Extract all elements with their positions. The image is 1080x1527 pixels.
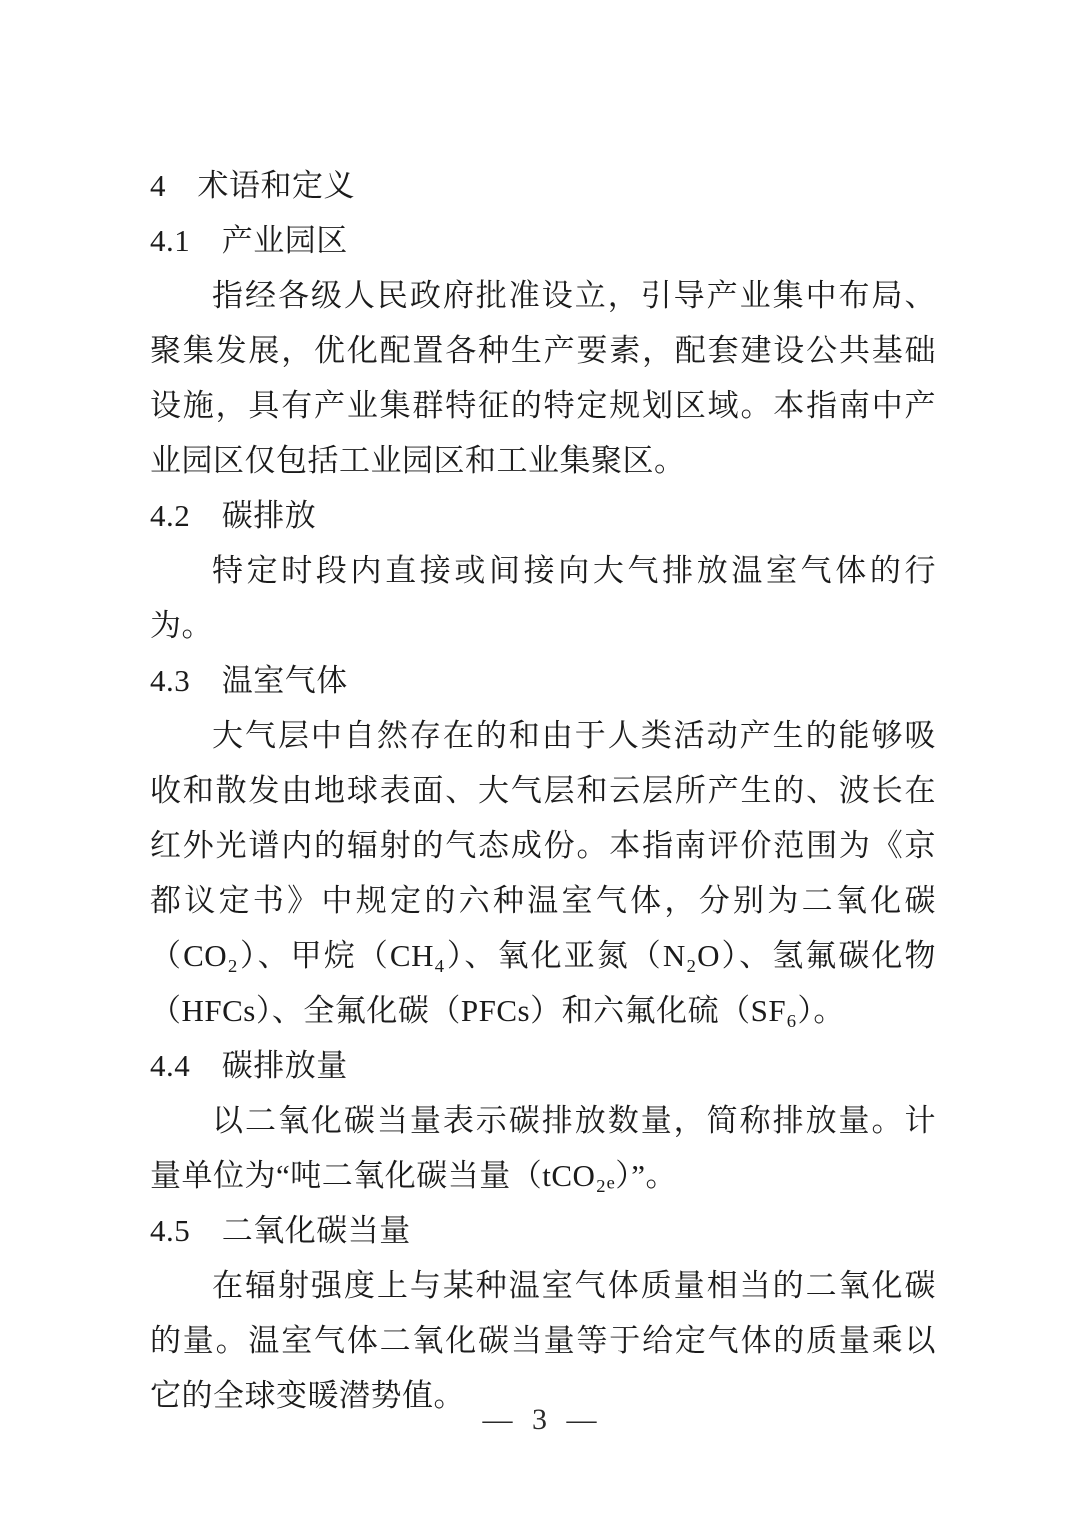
section-4-4-body: 以二氧化碳当量表示碳排放数量，简称排放量。计量单位为“吨二氧化碳当量（tCO₂ₑ）”。 — [150, 1103, 936, 1193]
section-4-1-body: 指经各级人民政府批准设立，引导产业集中布局、聚集发展，优化配置各种生产要素，配套建设公共基础设施，具有产业集群特征的特定规划区域。本指南中产业园区仅包括工业园区和工业集聚区。 — [150, 278, 936, 478]
section-4-3-heading: 4.3 温室气体 — [150, 663, 348, 698]
section-4-4-heading: 4.4 碳排放量 — [150, 1048, 348, 1083]
section-4-2 — [150, 488, 936, 653]
section-4-1 — [150, 213, 936, 488]
page-number: — 3 — — [482, 1403, 598, 1436]
section-4-3 — [150, 653, 936, 1038]
section-4-5-heading: 4.5 二氧化碳当量 — [150, 1213, 411, 1248]
section-4-4 — [150, 1038, 936, 1203]
document-content — [150, 158, 936, 1423]
section-4-3-body: 大气层中自然存在的和由于人类活动产生的能够吸收和散发由地球表面、大气层和云层所产生的、波长在红外光谱内的辐射的气态成份。本指南评价范围为《京都议定书》中规定的六种温室气体，分别为二氧化碳（CO₂）、甲烷（CH₄）、氧化亚氮（N₂O）、氢氟碳化物（HFCs）、全氟化碳（PFCs）和六氟化硫（SF₆）。 — [150, 718, 936, 1028]
section-4-5-body: 在辐射强度上与某种温室气体质量相当的二氧化碳的量。温室气体二氧化碳当量等于给定气体的质量乘以它的全球变暖潜势值。 — [150, 1268, 936, 1413]
page-footer — [0, 1392, 1080, 1452]
section-4-5 — [150, 1203, 936, 1423]
section-4-2-body: 特定时段内直接或间接向大气排放温室气体的行为。 — [150, 553, 936, 643]
section-4-2-heading: 4.2 碳排放 — [150, 498, 317, 533]
section-4-1-heading: 4.1 产业园区 — [150, 223, 348, 258]
chapter-heading: 4 术语和定义 — [150, 168, 355, 203]
